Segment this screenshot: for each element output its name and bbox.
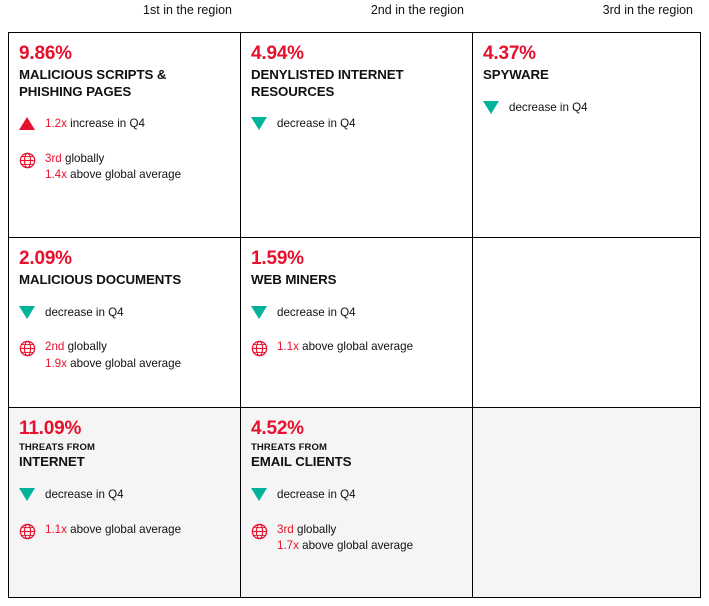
column-header-2nd — [240, 4, 472, 32]
globe-icon — [251, 339, 277, 357]
avg-label: above global average — [70, 356, 182, 370]
stats-grid — [8, 4, 701, 598]
stat-percentage: 4.37% — [483, 43, 536, 64]
stat-card-malicious-documents — [8, 237, 240, 407]
trend-row — [251, 116, 460, 133]
avg-value: 1.7x — [277, 538, 299, 552]
stat-title: SPYWARE — [483, 66, 549, 82]
stat-details — [251, 116, 460, 133]
stat-details — [19, 116, 228, 183]
stat-percentage: 1.59% — [251, 248, 304, 269]
stat-card-threats-from-email — [240, 407, 472, 598]
stat-card-empty-row3 — [472, 407, 701, 598]
trend-label: decrease in Q4 — [45, 305, 124, 319]
trend-row — [19, 305, 228, 322]
stat-percentage: 2.09% — [19, 248, 72, 269]
rank-row — [19, 151, 228, 183]
globe-icon — [19, 339, 45, 357]
stat-card-web-miners — [240, 237, 472, 407]
trend-label: decrease in Q4 — [277, 117, 356, 131]
stat-title: WEB MINERS — [251, 271, 337, 287]
triangle-down-icon — [19, 487, 45, 501]
stat-title: MALICIOUS DOCUMENTS — [19, 271, 182, 287]
rank-text — [277, 522, 413, 554]
rank-value: 3rd — [45, 151, 62, 165]
trend-row — [19, 487, 228, 504]
rank-row — [19, 522, 228, 540]
triangle-up-icon — [19, 116, 45, 130]
stat-details — [19, 305, 228, 372]
stat-details — [251, 487, 460, 554]
rank-row — [19, 339, 228, 371]
rank-text — [45, 339, 181, 371]
stat-prelabel: THREATS FROM — [251, 441, 327, 453]
stat-prelabel: THREATS FROM — [19, 441, 95, 453]
trend-text — [45, 116, 145, 133]
avg-label: above global average — [302, 340, 414, 354]
trend-label: decrease in Q4 — [45, 487, 124, 501]
triangle-down-icon — [251, 487, 277, 501]
trend-label: decrease in Q4 — [277, 487, 356, 501]
column-header-1st — [8, 4, 240, 32]
triangle-down-icon — [19, 305, 45, 319]
stat-details — [251, 305, 460, 358]
stat-card-malicious-scripts — [8, 32, 240, 237]
globe-icon — [19, 151, 45, 169]
globe-icon — [19, 522, 45, 540]
rank-label: globally — [67, 340, 107, 354]
stat-details — [19, 487, 228, 540]
trend-row — [19, 116, 228, 133]
stat-card-empty-row2 — [472, 237, 701, 407]
stat-title: MALICIOUS SCRIPTS & PHISHING PAGES — [19, 66, 167, 99]
avg-label: above global average — [70, 168, 182, 182]
avg-value: 1.9x — [45, 356, 67, 370]
stat-card-threats-from-internet — [8, 407, 240, 598]
stat-details — [483, 100, 688, 117]
stat-title: INTERNET — [19, 454, 85, 470]
avg-text — [277, 339, 413, 356]
trend-row — [251, 487, 460, 504]
trend-label: increase in Q4 — [70, 117, 145, 131]
avg-label: above global average — [70, 522, 182, 536]
avg-value: 1.4x — [45, 168, 67, 182]
trend-label: decrease in Q4 — [509, 100, 588, 114]
avg-text — [45, 522, 181, 539]
avg-label: above global average — [302, 538, 414, 552]
column-header-3rd — [472, 4, 701, 32]
stat-percentage: 11.09% — [19, 418, 82, 439]
stat-card-spyware — [472, 32, 701, 237]
rank-value: 3rd — [277, 522, 294, 536]
avg-value: 1.1x — [45, 522, 67, 536]
rank-row — [251, 522, 460, 554]
globe-icon — [251, 522, 277, 540]
stat-title: EMAIL CLIENTS — [251, 454, 352, 470]
stat-percentage: 4.52% — [251, 418, 304, 439]
rank-row — [251, 339, 460, 357]
column-header-3rd-label: 3rd in the region — [602, 3, 693, 17]
rank-value: 2nd — [45, 340, 65, 354]
stat-title: DENYLISTED INTERNET RESOURCES — [251, 66, 404, 99]
trend-value: 1.2x — [45, 117, 67, 131]
stat-percentage: 9.86% — [19, 43, 72, 64]
avg-value: 1.1x — [277, 340, 299, 354]
stat-percentage: 4.94% — [251, 43, 304, 64]
rank-label: globally — [297, 522, 337, 536]
column-header-2nd-label: 2nd in the region — [370, 3, 464, 17]
trend-row — [483, 100, 688, 117]
triangle-down-icon — [251, 305, 277, 319]
trend-label: decrease in Q4 — [277, 305, 356, 319]
trend-row — [251, 305, 460, 322]
triangle-down-icon — [251, 116, 277, 130]
rank-label: globally — [65, 151, 105, 165]
column-header-1st-label: 1st in the region — [143, 3, 232, 17]
stat-card-denylisted-resources — [240, 32, 472, 237]
rank-text — [45, 151, 181, 183]
triangle-down-icon — [483, 100, 509, 114]
